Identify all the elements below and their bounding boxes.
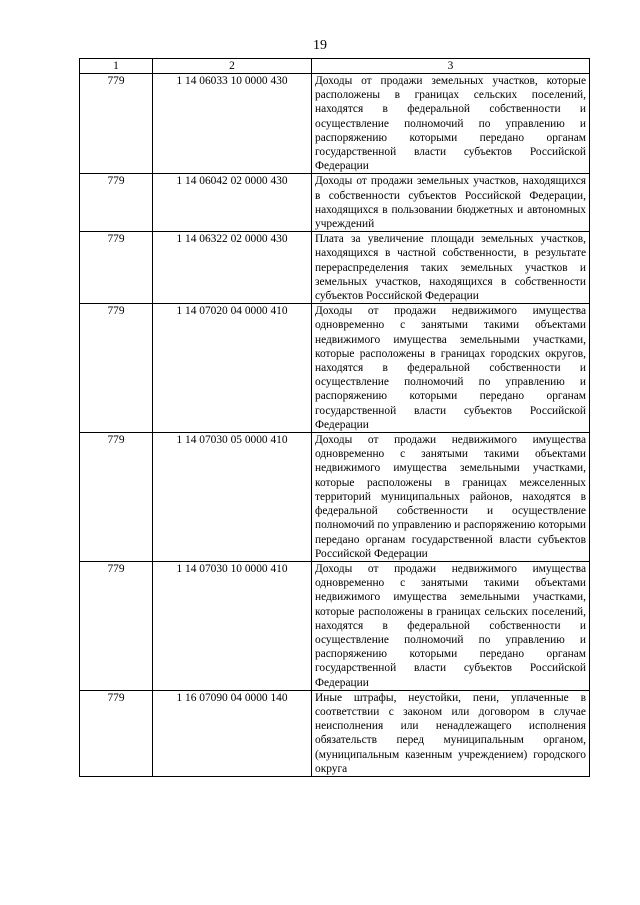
revenue-codes-table [79, 58, 590, 777]
revenue-code-cell: 1 14 07030 10 0000 410 [153, 561, 312, 690]
revenue-description-cell: Доходы от продажи недвижимого имущества одновременно с занятыми такими объектами недвижимого имущества земельными участками, которые расположены в границах сельских поселений, находятся в федеральной собственности и осуществление полномочий по управлению и распоряжению которыми передано органам государственной власти субъектов Российской Федерации [312, 561, 590, 690]
revenue-code-cell: 1 14 07020 04 0000 410 [153, 304, 312, 433]
revenue-description-cell: Доходы от продажи земельных участков, находящихся в собственности субъектов Российской Федерации, находящихся в пользовании бюджетных и автономных учреждений [312, 174, 590, 232]
revenue-code-cell: 1 14 06042 02 0000 430 [153, 174, 312, 232]
page-number: 19 [313, 38, 327, 53]
column-header-2: 2 [153, 59, 312, 74]
revenue-description-cell: Доходы от продажи недвижимого имущества одновременно с занятыми такими объектами недвижимого имущества земельными участками, которые расположены в границах межселенных территорий муниципальных районов, находятся в федеральной собственности и осуществление полномочий по управлению и распоряжению которыми передано органам государственной власти субъектов Российской Федерации [312, 433, 590, 562]
table-body [80, 74, 590, 777]
table-row [80, 304, 590, 433]
table-row [80, 74, 590, 174]
revenue-description-cell: Доходы от продажи недвижимого имущества одновременно с занятыми такими объектами недвижимого имущества земельными участками, которые расположены в границах городских округов, находятся в федеральной собственности и осуществление полномочий по управлению и распоряжению которыми передано органам государственной власти субъектов Российской Федерации [312, 304, 590, 433]
table-row [80, 232, 590, 304]
admin-code-cell: 779 [80, 433, 153, 562]
revenue-description-cell: Доходы от продажи земельных участков, которые расположены в границах сельских поселений, находятся в федеральной собственности и осуществление полномочий по управлению и распоряжению которыми передано органам государственной власти субъектов Российской Федерации [312, 74, 590, 174]
revenue-code-cell: 1 14 06033 10 0000 430 [153, 74, 312, 174]
table-row [80, 174, 590, 232]
admin-code-cell: 779 [80, 561, 153, 690]
revenue-description-cell: Иные штрафы, неустойки, пени, уплаченные в соответствии с законом или договором в случае неисполнения или ненадлежащего исполнения обязательств перед муниципальным органом, (муниципальным казенным учреждением) городского округа [312, 690, 590, 776]
table-header [80, 59, 590, 74]
table-row [80, 690, 590, 776]
admin-code-cell: 779 [80, 174, 153, 232]
table-row [80, 561, 590, 690]
admin-code-cell: 779 [80, 690, 153, 776]
revenue-code-cell: 1 14 07030 05 0000 410 [153, 433, 312, 562]
revenue-code-cell: 1 14 06322 02 0000 430 [153, 232, 312, 304]
admin-code-cell: 779 [80, 232, 153, 304]
admin-code-cell: 779 [80, 304, 153, 433]
column-header-3: 3 [312, 59, 590, 74]
revenue-description-cell: Плата за увеличение площади земельных участков, находящихся в частной собственности, в результате перераспределения таких земельных участков и земельных участков, находящихся в собственности субъектов Российской Федерации [312, 232, 590, 304]
column-header-1: 1 [80, 59, 153, 74]
revenue-code-cell: 1 16 07090 04 0000 140 [153, 690, 312, 776]
table-row [80, 433, 590, 562]
header-row [80, 59, 590, 74]
admin-code-cell: 779 [80, 74, 153, 174]
